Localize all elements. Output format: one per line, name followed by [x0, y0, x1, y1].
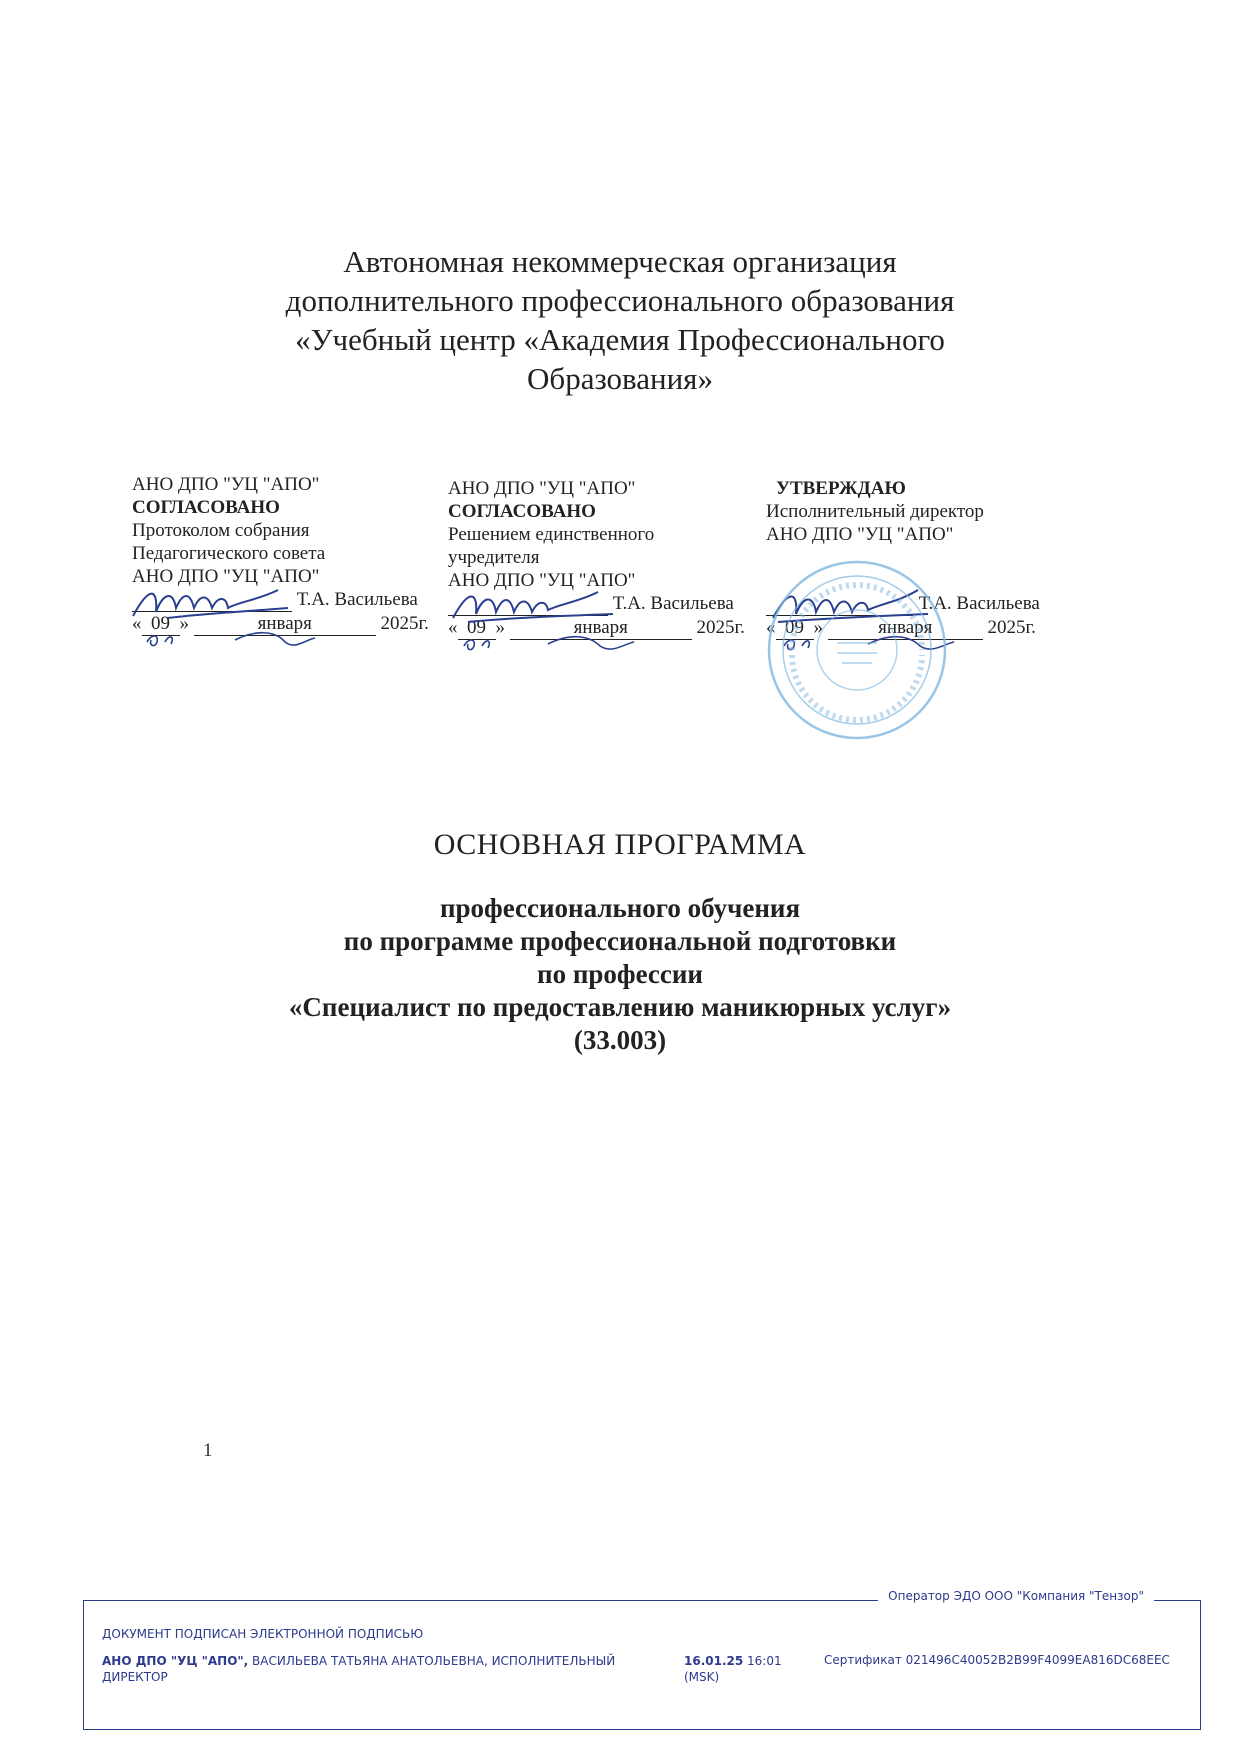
date-month: января	[510, 616, 692, 640]
handwritten-signature-2	[448, 582, 618, 630]
date-row: « 09 » января 2025г.	[766, 617, 1036, 638]
approval-line: АНО ДПО "УЦ "АПО"	[448, 570, 636, 591]
approval-org: АНО ДПО "УЦ "АПО"	[448, 478, 636, 499]
date-year: 2025г.	[987, 617, 1036, 638]
program-subtitle	[0, 892, 1240, 1057]
approval-heading: СОГЛАСОВАНО	[132, 497, 280, 518]
official-stamp	[762, 555, 952, 745]
date-month: января	[194, 612, 376, 636]
date-day: 09	[458, 616, 496, 640]
header-line: дополнительного профессионального образования	[285, 283, 955, 318]
approval-line: АНО ДПО "УЦ "АПО"	[132, 566, 320, 587]
approval-line: учредителя	[448, 547, 540, 568]
electronic-signature-box	[83, 1589, 1201, 1730]
approval-heading: УТВЕРЖДАЮ	[776, 478, 906, 499]
handwritten-date-1	[135, 620, 375, 660]
date-row: « 09 » января 2025г.	[132, 613, 429, 634]
signer-name: Т.А. Васильева	[612, 593, 734, 614]
signer-name: Т.А. Васильева	[918, 593, 1040, 614]
program-line: по программе профессиональной подготовки	[343, 926, 897, 956]
edo-operator: Оператор ЭДО ООО "Компания "Тензор"	[878, 1589, 1154, 1603]
approval-line: Педагогического совета	[132, 543, 326, 564]
esign-signer	[102, 1653, 662, 1685]
program-line: «Специалист по предоставлению маникюрных услуг»	[288, 992, 952, 1022]
date-month: января	[828, 616, 983, 640]
header-line: Автономная некоммерческая организация	[343, 244, 897, 279]
program-title: ОСНОВНАЯ ПРОГРАММА	[433, 828, 807, 861]
approval-line: АНО ДПО "УЦ "АПО"	[766, 524, 954, 545]
handwritten-date-2	[452, 624, 692, 664]
approval-line: Исполнительный директор	[766, 501, 984, 522]
approval-heading: СОГЛАСОВАНО	[448, 501, 596, 522]
esign-datetime	[684, 1653, 804, 1685]
esign-signer-org: АНО ДПО "УЦ "АПО",	[102, 1654, 249, 1668]
header-line: Образования»	[527, 361, 713, 396]
esign-title: ДОКУМЕНТ ПОДПИСАН ЭЛЕКТРОННОЙ ПОДПИСЬЮ	[102, 1627, 424, 1641]
date-year: 2025г.	[696, 617, 745, 638]
page-number: 1	[203, 1440, 213, 1461]
handwritten-signature-1	[128, 578, 298, 626]
esign-date: 16.01.25	[684, 1654, 744, 1668]
date-row: « 09 » января 2025г.	[448, 617, 745, 638]
esign-signer-name: ВАСИЛЬЕВА ТАТЬЯНА АНАТОЛЬЕВНА, ИСПОЛНИТЕЛЬНЫЙ ДИРЕКТОР	[102, 1654, 616, 1684]
approval-org: АНО ДПО "УЦ "АПО"	[132, 474, 320, 495]
approval-line: Протоколом собрания	[132, 520, 310, 541]
date-day: 09	[776, 616, 814, 640]
esign-timezone: (MSK)	[684, 1670, 720, 1684]
program-line: (33.003)	[573, 1025, 667, 1055]
signer-name: Т.А. Васильева	[296, 589, 418, 610]
organization-header	[0, 242, 1240, 398]
header-line: «Учебный центр «Академия Профессионального	[295, 322, 945, 357]
date-year: 2025г.	[380, 613, 429, 634]
program-line: по профессии	[537, 959, 703, 989]
esign-time: 16:01	[743, 1654, 782, 1668]
esign-certificate: Сертификат 021496C40052B2B99F4099EA816DC68EEC	[824, 1653, 1170, 1667]
date-day: 09	[142, 612, 180, 636]
approval-line: Решением единственного	[448, 524, 655, 545]
program-line: профессионального обучения	[439, 893, 801, 923]
